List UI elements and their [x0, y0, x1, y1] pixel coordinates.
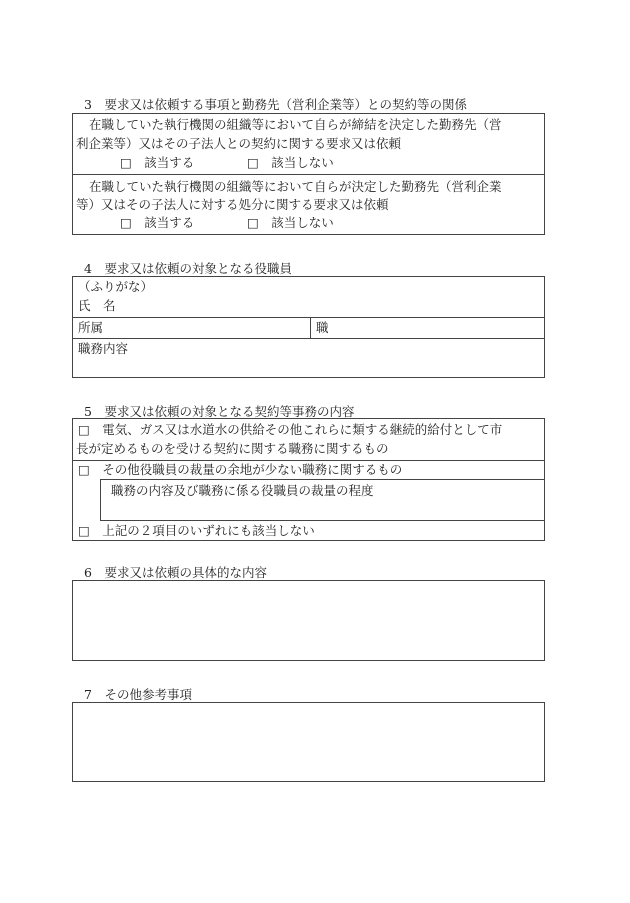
name-divider [73, 317, 544, 318]
section3-row2-option-yes[interactable]: □ 該当する [120, 215, 195, 230]
section3-row1-option-no[interactable]: □ 該当しない [247, 155, 334, 170]
section6-heading: 6 要求又は依頼の具体的な内容 [84, 565, 267, 580]
section5-item2[interactable]: □ その他役職員の裁量の余地が少ない職務に関するもの [78, 462, 403, 477]
section5-table [72, 418, 545, 541]
section7-heading: 7 その他参考事項 [84, 687, 192, 702]
section4-heading: 4 要求又は依頼の対象となる役職員 [84, 261, 292, 276]
section3-row2-line2: 等）又はその子法人に対する処分に関する要求又は依頼 [76, 197, 389, 212]
section3-table [72, 113, 545, 235]
section3-row-divider [73, 174, 544, 175]
affiliation-label: 所属 [78, 320, 104, 335]
duties-divider [73, 338, 544, 339]
section3-row1-line1: 在職していた執行機関の組織等において自らが締結を決定した勤務先（営 [89, 117, 502, 132]
section5-item1-line1[interactable]: □ 電気、ガス又は水道水の供給その他これらに類する継続的給付として市 [78, 422, 503, 437]
position-label: 職 [316, 320, 329, 335]
section7-textbox[interactable] [72, 702, 545, 782]
affiliation-divider [310, 317, 311, 338]
section3-row1-option-yes[interactable]: □ 該当する [120, 155, 195, 170]
section6-textbox[interactable] [72, 580, 545, 661]
section5-item3[interactable]: □ 上記の２項目のいずれにも該当しない [78, 523, 315, 538]
section3-row1-line2: 利企業等）又はその子法人との契約に関する要求又は依頼 [76, 136, 402, 151]
duties-label: 職務内容 [78, 341, 129, 356]
section4-table [72, 276, 545, 378]
section5-item1-line2: 長が定めるものを受ける契約に関する職務に関するもの [76, 441, 389, 456]
section5-item2-sub: 職務の内容及び職務に係る役職員の裁量の程度 [111, 483, 374, 498]
section3-row2-option-no[interactable]: □ 該当しない [247, 215, 334, 230]
section3-heading: 3 要求又は依頼する事項と勤務先（営利企業等）との契約等の関係 [84, 97, 467, 112]
section5-divider-1 [73, 460, 544, 461]
section3-row2-line1: 在職していた執行機関の組織等において自らが決定した勤務先（営利企業 [89, 179, 502, 194]
name-label: 氏 名 [78, 298, 116, 313]
section5-heading: 5 要求又は依頼の対象となる契約等事務の内容 [84, 404, 355, 419]
section5-item2-subbox [100, 479, 545, 521]
furigana-label: （ふりがな） [78, 279, 154, 294]
